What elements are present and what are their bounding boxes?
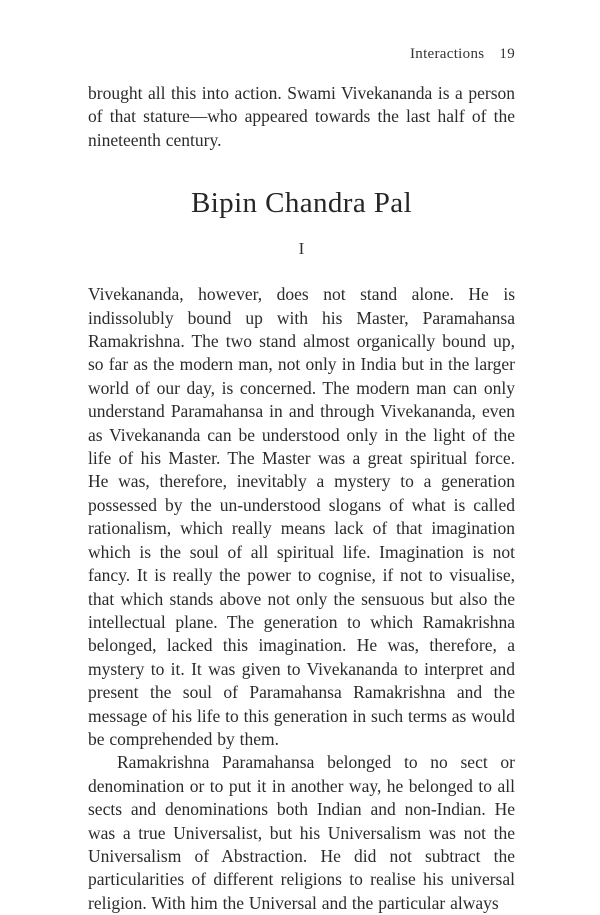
section-numeral: I xyxy=(298,239,305,259)
running-header-title: Interactions xyxy=(409,46,485,62)
body-paragraph-2: Ramakrishna Paramahansa belonged to no sect or denomination or to put it in another way, he belonged to all sects and denominations both Indian and non-Indian. He was a true Universalist, but his Universalism was not the Universalism of Abstraction. He did not subtract the particularities of different religions to realise his universal religion. With him the Universal and the particular always xyxy=(88,752,515,913)
opening-paragraph: brought all this into action. Swami Vivekananda is a person of that stature—who appeared towards the last half of the nineteenth century. xyxy=(88,83,515,150)
running-header xyxy=(88,44,515,64)
body-paragraph-1: Vivekananda, however, does not stand alone. He is indissolubly bound up with his Master, Paramahansa Ramakrishna. The two stand almost organically bound up, so far as the modern man, not only in India but in the larger world of our day, is concerned. The modern man can only understand Paramahansa in and through Vivekananda, even as Vivekananda can be understood only in the light of the life of his Master. The Master was a great spiritual force. He was, therefore, inevitably a mystery to a generation possessed by the un-understood slogans of what is called rationalism, which really means lack of that imagination which is the soul of all spiritual life. Imagination is not fancy. It is really the power to cognise, if not to visualise, that which stands above not only the sensuous but also the intellectual plane. The generation to which Ramakrishna belonged, lacked this imagination. He was, therefore, a mystery to it. It was given to Vivekananda to interpret and present the soul of Paramahansa Ramakrishna and the message of his life to this generation in such terms as would be comprehended by them. xyxy=(88,284,515,749)
page-number: 19 xyxy=(499,46,515,62)
chapter-title: Bipin Chandra Pal xyxy=(190,187,413,220)
